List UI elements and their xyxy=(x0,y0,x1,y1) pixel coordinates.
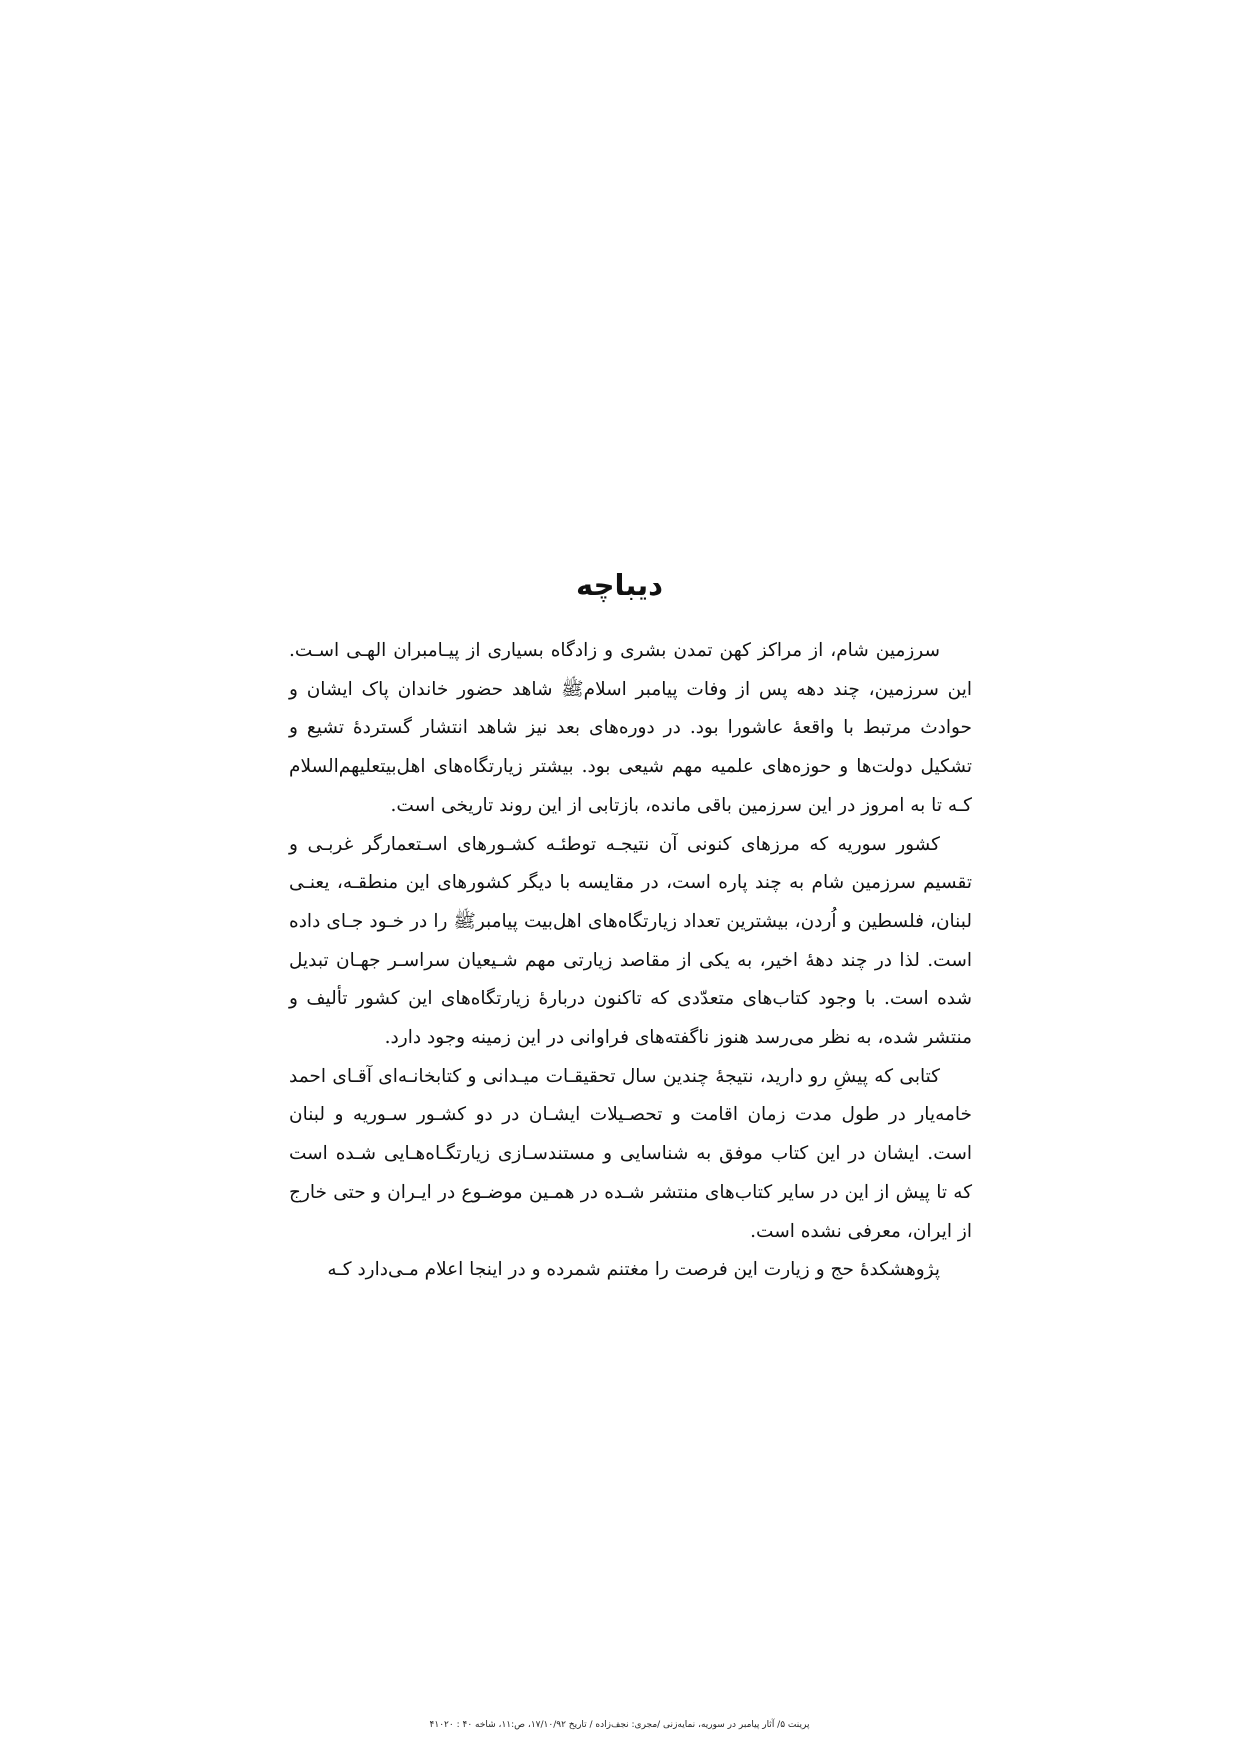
paragraph: کتابی که پیشِ رو دارید، نتیجهٔ چندین سال تحقیقـات میـدانی و کتابخانـه‌ای آقـای احمد خامه‌یار در طول مدت زمان اقامت و تحصـیلات ایشـان در دو کشـور سـوریه و لبنان است. ایشان در این کتاب موفق به شناسایی و مستندسـازی زیارتگـاه‌هـایی شـده است که تا پیش از این در سایر کتاب‌های منتشر شـده در همـین موضـوع در ایـران و حتی خارج از ایران، معرفی نشده است. xyxy=(289,1065,972,1242)
print-footer: پرینت ۵/ آثار پیامبر در سوریه، نمایه‌زنی /مجری: نجف‌زاده / تاریخ ۱۷/۱۰/۹۲، ص:۱۱، شاخه ۴۰ : ۴۱۰۲۰ xyxy=(429,1720,810,1730)
paragraph: سرزمین شام، از مراکز کهن تمدن بشری و زادگاه بسیاری از پیـامبران الهـی اسـت. این سرزمین، چند دهه پس از وفات پیامبر اسلامﷺ شاهد حضور خاندان پاک ایشان و حوادث مرتبط با واقعهٔ عاشورا بود. در دوره‌های بعد نیز شاهد انتشار گستردهٔ تشیع و تشکیل دولت‌ها و حوزه‌های علمیه مهم شیعی بود. بیشتر زیارتگاه‌های اهل‌بیتعلیهم‌السلام کـه تا به امروز در این سرزمین باقی مانده، بازتابی از این روند تاریخی است. xyxy=(289,640,972,816)
paragraph: پژوهشکدهٔ حج و زیارت این فرصت را مغتنم شمرده و در اینجا اعلام مـی‌دارد کـه xyxy=(327,1259,940,1281)
page-title: دیباچه xyxy=(576,568,663,602)
body-text xyxy=(289,632,972,1290)
paragraph: کشور سوریه که مرزهای کنونی آن نتیجـه توطئـه کشـورهای اسـتعمارگر غربـی و تقسیم سرزمین شام به چند پاره است، در مقایسه با دیگر کشورهای این منطقـه، یعنـی لبنان، فلسطین و اُردن، بیشترین تعداد زیارتگاه‌های اهل‌بیت پیامبرﷺ را در خـود جـای داده است. لذا در چند دههٔ اخیر، به یکی از مقاصد زیارتی مهم شـیعیان سراسـر جهـان تبدیل شده است. با وجود کتاب‌های متعدّدی که تاکنون دربارهٔ زیارتگاه‌های این کشور تألیف و منتشر شده، به نظر می‌رسد هنوز ناگفته‌های فراوانی در این زمینه وجود دارد. xyxy=(289,833,972,1049)
